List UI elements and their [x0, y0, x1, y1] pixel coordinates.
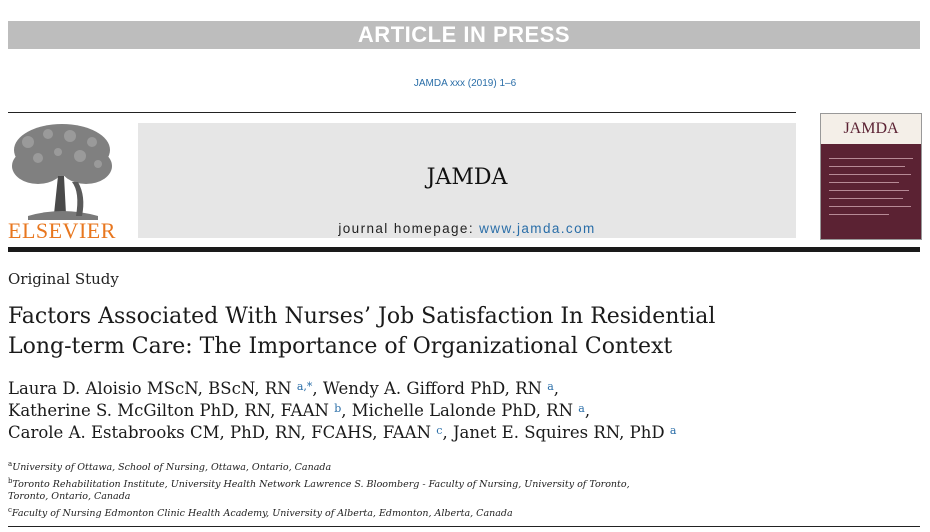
cover-text-line — [829, 206, 911, 207]
journal-homepage — [138, 221, 796, 236]
affiliation-marker[interactable]: c — [436, 424, 443, 437]
author-separator: , — [442, 423, 453, 442]
header-rule — [8, 112, 796, 113]
cover-title: JAMDA — [843, 120, 899, 137]
affiliation-key: a — [8, 460, 13, 468]
author-separator: , — [553, 379, 560, 398]
affiliation-list — [8, 458, 768, 520]
affiliation-item — [8, 491, 768, 504]
affiliation-text: Toronto, Ontario, Canada — [8, 491, 131, 503]
affiliation-marker[interactable]: a — [578, 402, 585, 415]
cover-header — [821, 114, 921, 144]
author-name[interactable]: Katherine S. McGilton PhD, RN, FAAN — [8, 401, 329, 420]
title-line: Long-term Care: The Importance of Organizational Context — [8, 334, 673, 359]
author-separator: , — [341, 401, 352, 420]
cover-text-line — [829, 166, 905, 167]
author-name[interactable]: Laura D. Aloisio MScN, BScN, RN — [8, 379, 292, 398]
author-separator: , — [584, 401, 591, 420]
affiliation-key: b — [8, 476, 13, 485]
footer-rule — [8, 526, 920, 527]
affiliation-marker[interactable]: b — [334, 402, 342, 415]
cover-text-line — [829, 190, 909, 191]
affiliation-marker[interactable]: a,* — [296, 380, 313, 393]
cover-text-line — [829, 198, 903, 199]
journal-cover-thumbnail — [820, 113, 922, 240]
author-line — [8, 422, 918, 444]
author-name[interactable]: Michelle Lalonde PhD, RN — [351, 401, 574, 420]
author-line — [8, 378, 918, 400]
author-name[interactable]: Wendy A. Gifford PhD, RN — [322, 379, 542, 398]
journal-masthead — [138, 123, 796, 238]
journal-name: JAMDA — [426, 165, 508, 190]
cover-text-line — [829, 174, 911, 175]
title-line: Factors Associated With Nurses’ Job Satisfaction In Residential — [8, 304, 716, 329]
cover-text-line — [829, 214, 889, 215]
masthead-rule — [8, 247, 920, 252]
affiliation-key: c — [8, 505, 12, 514]
affiliation-marker[interactable]: a — [669, 424, 677, 437]
journal-citation[interactable]: JAMDA xxx (2019) 1–6 — [413, 78, 517, 89]
author-name[interactable]: Janet E. Squires RN, PhD — [452, 423, 665, 442]
affiliation-text: Faculty of Nursing Edmonton Clinic Health Academy, University of Alberta, Edmonton, Alberta, Canada — [11, 507, 513, 519]
affiliation-item — [8, 458, 768, 475]
article-type: Original Study — [8, 270, 119, 288]
author-separator: , — [312, 379, 323, 398]
elsevier-wordmark: ELSEVIER — [8, 218, 116, 243]
author-line — [8, 400, 918, 422]
article-title — [8, 302, 908, 362]
cover-text-line — [829, 182, 899, 183]
homepage-link[interactable]: www.jamda.com — [479, 221, 596, 236]
author-list — [8, 378, 918, 444]
cover-text-line — [829, 158, 913, 159]
affiliation-text: University of Ottawa, School of Nursing, Ottawa, Ontario, Canada — [12, 462, 332, 474]
article-in-press-banner: ARTICLE IN PRESS — [8, 21, 920, 49]
affiliation-marker[interactable]: a — [547, 380, 554, 393]
affiliation-item — [8, 475, 768, 492]
author-name[interactable]: Carole A. Estabrooks CM, PhD, RN, FCAHS, FAAN — [8, 423, 432, 442]
affiliation-text: Toronto Rehabilitation Institute, University Health Network Lawrence S. Bloomberg - Faculty of Nursing, University of Toronto, — [12, 478, 630, 490]
affiliation-item — [8, 504, 768, 521]
homepage-label: journal homepage: — [338, 221, 480, 236]
